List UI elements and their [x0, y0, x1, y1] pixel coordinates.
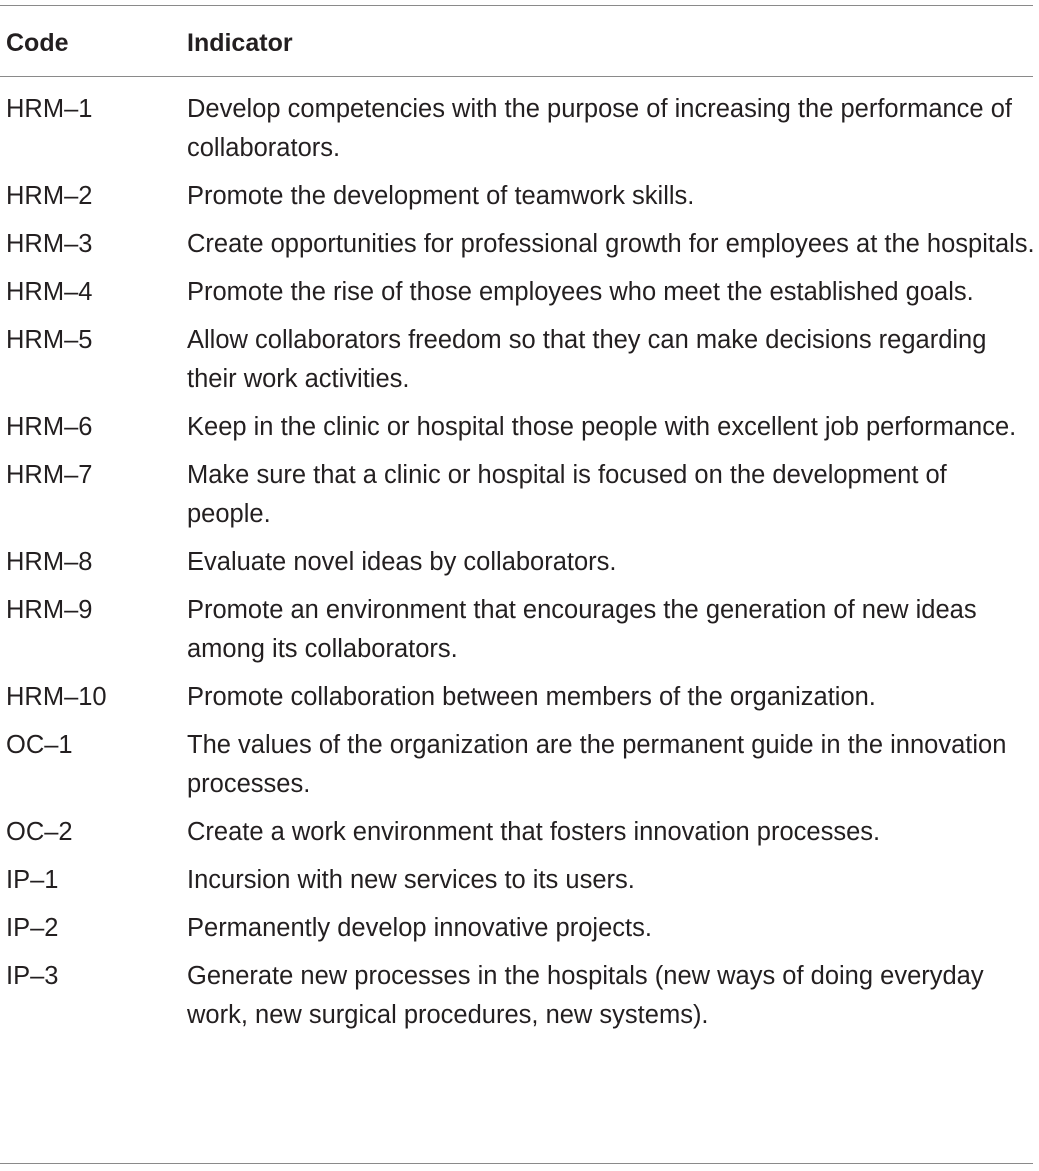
row-code: HRM–6 — [6, 413, 93, 441]
row-indicator: The values of the organization are the permanent guide in the innovation processes. — [187, 731, 1007, 798]
table-row — [0, 813, 1039, 861]
row-code: HRM–10 — [6, 683, 107, 711]
table-row — [0, 726, 1039, 813]
table-header — [0, 26, 1039, 60]
row-indicator: Promote collaboration between members of the organization. — [187, 683, 876, 711]
table-row — [0, 678, 1039, 726]
table-row — [0, 543, 1039, 591]
row-code: OC–1 — [6, 731, 73, 759]
table-row — [0, 408, 1039, 456]
row-indicator: Incursion with new services to its users. — [187, 866, 635, 894]
table-header-rule — [0, 76, 1033, 77]
table-row — [0, 861, 1039, 909]
row-code: HRM–9 — [6, 596, 93, 624]
table-row — [0, 591, 1039, 678]
row-code: HRM–7 — [6, 461, 93, 489]
table-top-rule — [0, 5, 1033, 6]
row-code: IP–2 — [6, 914, 59, 942]
table-row — [0, 957, 1039, 1044]
row-indicator: Generate new processes in the hospitals (new ways of doing everyday work, new surgical procedures, new systems). — [187, 962, 984, 1029]
table-row — [0, 90, 1039, 177]
table-body — [0, 90, 1039, 1044]
table-row — [0, 273, 1039, 321]
row-indicator: Promote the development of teamwork skills. — [187, 182, 695, 210]
row-code: HRM–2 — [6, 182, 93, 210]
table-row — [0, 225, 1039, 273]
table-row — [0, 177, 1039, 225]
row-code: HRM–1 — [6, 95, 93, 123]
header-code: Code — [6, 29, 69, 57]
row-code: HRM–3 — [6, 230, 93, 258]
row-indicator: Promote an environment that encourages the generation of new ideas among its collaborators. — [187, 596, 977, 663]
row-code: IP–1 — [6, 866, 59, 894]
row-indicator: Evaluate novel ideas by collaborators. — [187, 548, 617, 576]
table-row — [0, 321, 1039, 408]
row-indicator: Create opportunities for professional growth for employees at the hospitals. — [187, 230, 1035, 258]
row-indicator: Create a work environment that fosters innovation processes. — [187, 818, 881, 846]
row-indicator: Permanently develop innovative projects. — [187, 914, 652, 942]
table-bottom-rule — [0, 1163, 1033, 1164]
row-indicator: Allow collaborators freedom so that they can make decisions regarding their work activities. — [187, 326, 987, 393]
row-indicator: Keep in the clinic or hospital those people with excellent job performance. — [187, 413, 1017, 441]
row-code: IP–3 — [6, 962, 59, 990]
table-row — [0, 909, 1039, 957]
row-indicator: Make sure that a clinic or hospital is focused on the development of people. — [187, 461, 947, 528]
row-code: HRM–8 — [6, 548, 93, 576]
table-row — [0, 456, 1039, 543]
row-code: HRM–4 — [6, 278, 93, 306]
header-indicator: Indicator — [187, 29, 293, 57]
row-code: HRM–5 — [6, 326, 93, 354]
row-indicator: Develop competencies with the purpose of increasing the performance of collaborators. — [187, 95, 1012, 162]
row-code: OC–2 — [6, 818, 73, 846]
row-indicator: Promote the rise of those employees who meet the established goals. — [187, 278, 974, 306]
